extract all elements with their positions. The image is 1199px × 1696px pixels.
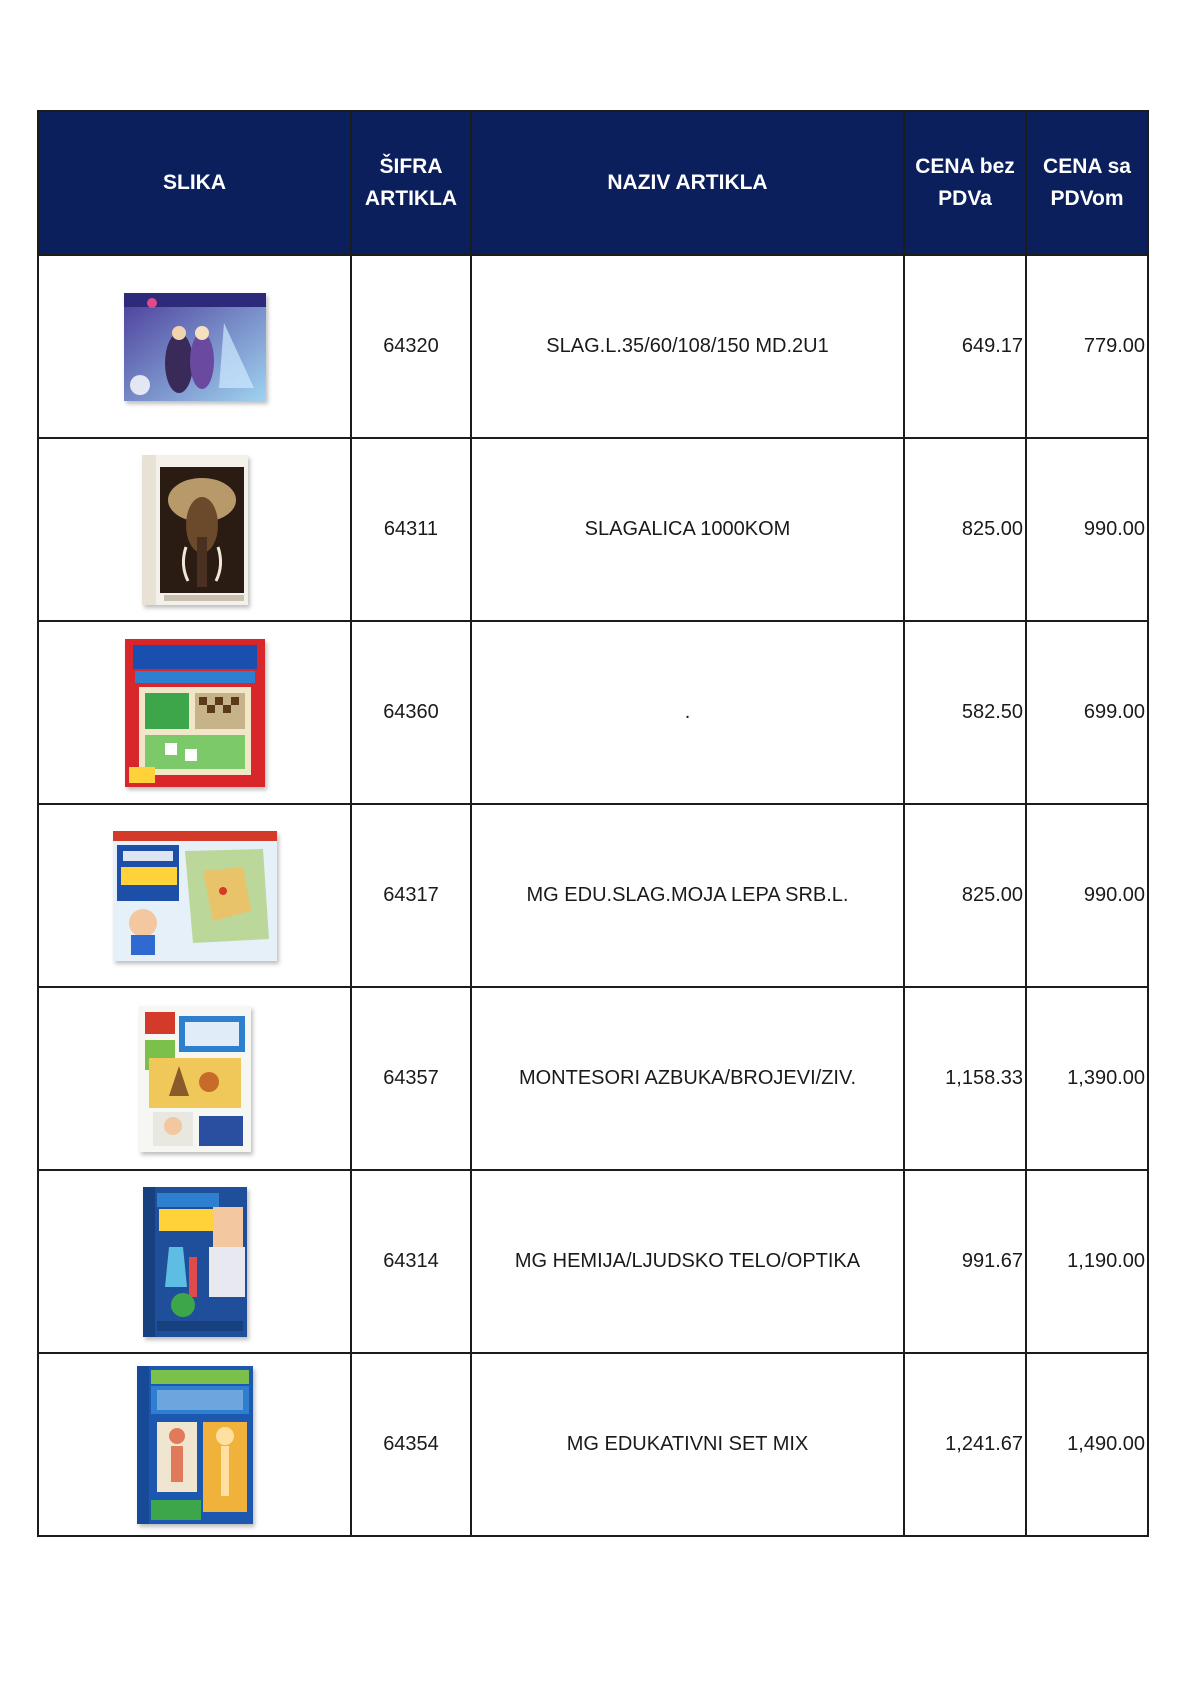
price-gross: 990.00 bbox=[1026, 804, 1148, 987]
table-row bbox=[38, 438, 1148, 621]
product-image-cell bbox=[38, 987, 351, 1170]
product-name: MG HEMIJA/LJUDSKO TELO/OPTIKA bbox=[471, 1170, 904, 1353]
product-code: 64354 bbox=[351, 1353, 471, 1536]
product-name: SLAGALICA 1000KOM bbox=[471, 438, 904, 621]
header-row bbox=[38, 111, 1148, 255]
price-gross: 1,490.00 bbox=[1026, 1353, 1148, 1536]
header-code: ŠIFRA ARTIKLA bbox=[351, 111, 471, 255]
product-image-cell bbox=[38, 804, 351, 987]
product-code: 64314 bbox=[351, 1170, 471, 1353]
board-games-box-icon bbox=[125, 639, 265, 787]
price-net: 1,158.33 bbox=[904, 987, 1026, 1170]
product-image-cell bbox=[38, 621, 351, 804]
price-net: 582.50 bbox=[904, 621, 1026, 804]
price-gross: 1,390.00 bbox=[1026, 987, 1148, 1170]
product-image-cell bbox=[38, 438, 351, 621]
product-name: SLAG.L.35/60/108/150 MD.2U1 bbox=[471, 255, 904, 438]
montessori-game-box-icon bbox=[139, 1006, 251, 1152]
header-price-net: CENA bez PDVa bbox=[904, 111, 1026, 255]
product-name: MONTESORI AZBUKA/BROJEVI/ZIV. bbox=[471, 987, 904, 1170]
price-gross: 1,190.00 bbox=[1026, 1170, 1148, 1353]
price-gross: 779.00 bbox=[1026, 255, 1148, 438]
elephant-puzzle-box-icon bbox=[142, 455, 248, 605]
table-row bbox=[38, 1170, 1148, 1353]
price-gross: 699.00 bbox=[1026, 621, 1148, 804]
product-code: 64320 bbox=[351, 255, 471, 438]
human-body-kit-box-icon bbox=[137, 1366, 253, 1524]
frozen-puzzle-box-icon bbox=[124, 293, 266, 401]
price-list-table bbox=[37, 110, 1149, 1537]
price-net: 825.00 bbox=[904, 438, 1026, 621]
product-name: . bbox=[471, 621, 904, 804]
product-code: 64357 bbox=[351, 987, 471, 1170]
product-image-cell bbox=[38, 1170, 351, 1353]
product-code: 64317 bbox=[351, 804, 471, 987]
product-name: MG EDUKATIVNI SET MIX bbox=[471, 1353, 904, 1536]
table-row bbox=[38, 987, 1148, 1170]
product-image-cell bbox=[38, 255, 351, 438]
table-row bbox=[38, 621, 1148, 804]
table-row bbox=[38, 804, 1148, 987]
price-gross: 990.00 bbox=[1026, 438, 1148, 621]
chemistry-kit-box-icon bbox=[143, 1187, 247, 1337]
product-code: 64311 bbox=[351, 438, 471, 621]
header-image: SLIKA bbox=[38, 111, 351, 255]
table-row bbox=[38, 255, 1148, 438]
table-row bbox=[38, 1353, 1148, 1536]
price-net: 1,241.67 bbox=[904, 1353, 1026, 1536]
product-image-cell bbox=[38, 1353, 351, 1536]
price-net: 991.67 bbox=[904, 1170, 1026, 1353]
price-net: 825.00 bbox=[904, 804, 1026, 987]
product-name: MG EDU.SLAG.MOJA LEPA SRB.L. bbox=[471, 804, 904, 987]
header-price-gross: CENA sa PDVom bbox=[1026, 111, 1148, 255]
header-name: NAZIV ARTIKLA bbox=[471, 111, 904, 255]
serbia-map-puzzle-box-icon bbox=[113, 831, 277, 961]
product-code: 64360 bbox=[351, 621, 471, 804]
price-net: 649.17 bbox=[904, 255, 1026, 438]
